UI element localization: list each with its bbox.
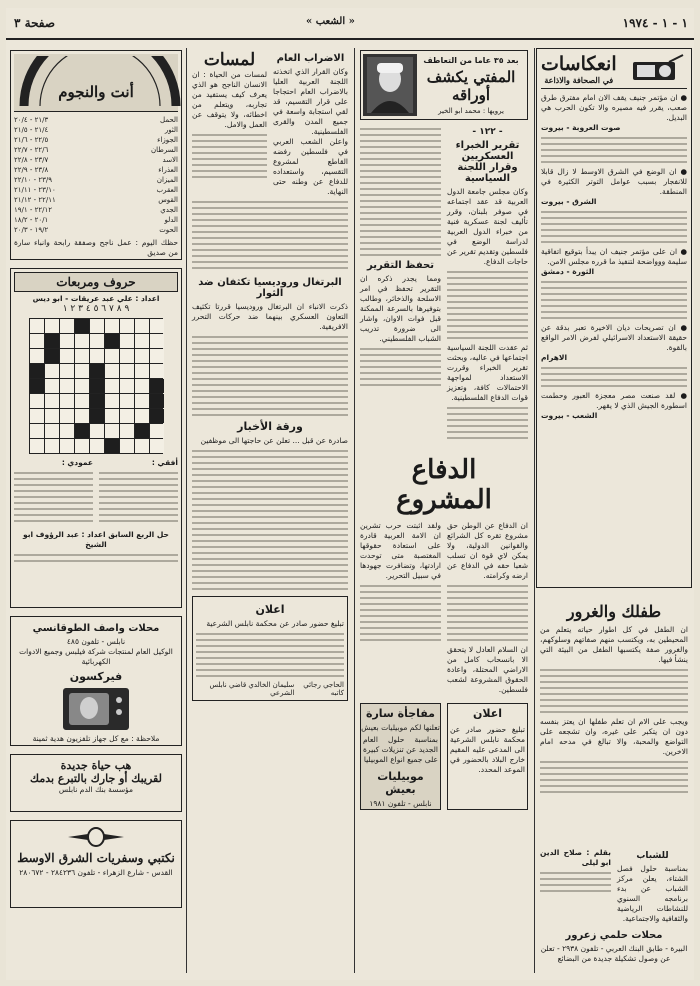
blood-bank-ad bbox=[10, 754, 182, 812]
crossword-cell[interactable] bbox=[150, 334, 164, 348]
crossword-cell[interactable] bbox=[60, 349, 74, 363]
zodiac-sign: الثور bbox=[164, 126, 178, 134]
surprise-title: مفاجأة سارة bbox=[365, 707, 435, 720]
page-number: صفحة ٣ bbox=[14, 16, 56, 30]
horoscope-row bbox=[14, 225, 178, 235]
childhood-paragraph: ويجب على الام ان تعلم طفلها ان يعتز بنفسه دون ان يتكبر على غيره، وان تشجعه على التواضع والمحبة، والا تبالغ في مدحه امام الاخرين. bbox=[540, 717, 688, 756]
crossword-cell bbox=[90, 394, 104, 408]
strike-paragraph: وكان القرار الذي اتخذته اللجنة العربية العليا بالاضراب العام احتجاجا على قرار التقسيم، قد لقي استجابة واسعة في جميع المدن والقرى الفلسطينية. bbox=[273, 67, 348, 136]
crossword-cell bbox=[90, 409, 104, 423]
surprise-text: تعلنها لكم موبيليات بعيش bbox=[361, 723, 440, 732]
defense-paragraph: ان الدفاع عن الوطن حق مشروع تقره كل الشرائع والقوانين الدولية، ولا يمكن لاي قوة ان تسلب شعبا حقه في الدفاع عن ارضه وكرامته. bbox=[447, 521, 528, 580]
crossword-cell bbox=[30, 379, 44, 393]
childhood-paragraph: ان الطفل في كل اطوار حياته يتعلم من المحيطين به، ويكتسب منهم صفاتهم وسلوكهم، والغرور صفة يكتسبها الطفل من البيئة التي ينشأ فيها. bbox=[540, 625, 688, 664]
travel-address: القدس - شارع الزهراء - تلفون ٢٨٤٢٣٦ - ٢٨٠٦٧٢ bbox=[19, 868, 173, 877]
horoscope-row bbox=[14, 115, 178, 125]
portugal-paragraph: ذكرت الانباء ان البرتغال وروديسيا قررتا تكثيف التعاون العسكري بينهما ضد حركات التحرر الافريقية. bbox=[192, 302, 348, 331]
crossword-cell[interactable] bbox=[75, 394, 89, 408]
newspaper-page bbox=[6, 8, 694, 980]
horoscope-table bbox=[14, 115, 178, 235]
crossword-cell[interactable] bbox=[45, 379, 59, 393]
tuqan-title: محلات واصف الطوقانسي bbox=[32, 623, 160, 634]
reflections-item: ● ان مؤتمر جنيف يقف الان امام مفترق طرق صعب، يقرر فيه مصيره والا تكون الحرب هي البديل. bbox=[541, 93, 687, 122]
travel-ad bbox=[10, 820, 182, 908]
zodiac-dates: ٢٣/١٠ - ٢١/١١ bbox=[14, 186, 56, 194]
zarour-title: محلات حلمي زعرور bbox=[565, 930, 663, 941]
crossword-cell[interactable] bbox=[75, 364, 89, 378]
crossword-cell bbox=[75, 424, 89, 438]
crossword-cell[interactable] bbox=[105, 319, 119, 333]
reflections-item: ● ان على مؤتمر جنيف ان يبدأ بتوقيع اتفاقية سليمة ووواضحة لتنفيذ ما قرره مجلس الامن. bbox=[541, 247, 687, 266]
horoscope-row bbox=[14, 175, 178, 185]
notice2-text: تبليغ حضور صادر عن محكمة نابلس الشرعية bbox=[206, 619, 344, 628]
reflections-section bbox=[536, 48, 692, 588]
surprise-text: بمناسبة حلول العام الجديد عن تنزيلات كبيرة على جميع انواع الموبيليا bbox=[363, 735, 438, 764]
column-divider bbox=[534, 48, 535, 973]
crossword-cell bbox=[45, 349, 59, 363]
crossword-cell[interactable] bbox=[60, 334, 74, 348]
zodiac-dates: ١٩/٢ - ٢٠/٣ bbox=[14, 226, 49, 234]
crossword-cell[interactable] bbox=[105, 409, 119, 423]
blood-subtitle: لقريبك أو جارك بالتبرع بدمك bbox=[30, 772, 162, 785]
crossword-cell[interactable] bbox=[135, 349, 149, 363]
crossword-cell[interactable] bbox=[120, 394, 134, 408]
mufti-part-number: - ١٢٢ - bbox=[472, 127, 503, 137]
zodiac-dates: ٢٢/١١ - ٢١/١٢ bbox=[14, 196, 56, 204]
zodiac-dates: ٢٠/١ - ١٨/٢ bbox=[14, 216, 49, 224]
horoscope-row bbox=[14, 195, 178, 205]
horoscope-row bbox=[14, 135, 178, 145]
reflections-source: الاهرام bbox=[541, 353, 568, 362]
down-label: عمودي : bbox=[61, 458, 93, 467]
tuqan-brand: فيركسون bbox=[69, 670, 123, 683]
reflections-item: ● لقد صنعت مصر معجزة العبور وحطمت اسطورة الجيش الذي لا يقهر. bbox=[541, 391, 687, 410]
crossword-cell bbox=[90, 364, 104, 378]
crossword-cell[interactable] bbox=[105, 424, 119, 438]
news-sheet-heading: ورقة الأخبار bbox=[237, 420, 303, 433]
mufti-portrait bbox=[363, 54, 417, 116]
column-divider bbox=[354, 48, 355, 973]
news-sheet-text: صادرة عن قبل ... تعلن عن حاجتها الى موظفين bbox=[200, 436, 348, 445]
mufti-paragraph: ثم عقدت اللجنة السياسية اجتماعها في عاليه، وبحثت تقرير الخبراء وقررت الاستعداد لمواجهة الاحتمالات كافة، وتعزيز قوات الدفاع الفلسطينية. bbox=[447, 343, 528, 402]
zodiac-dates: ٢٢/١٢ - ١٩/١ bbox=[14, 206, 53, 214]
blood-org: مؤسسة بنك الدم نابلس bbox=[58, 785, 134, 794]
crossword-answers-label: حل الربع السابق اعداد : عبد الرؤوف ابو الشيخ bbox=[23, 530, 169, 549]
reflections-item: ● ان تصريحات ديان الاخيرة تعبر بدقة عن حقيقة الاستعداد الاسرائيلي لفرض الامر الواقع بالقوة. bbox=[541, 323, 687, 352]
zodiac-sign: القوس bbox=[158, 196, 178, 204]
mufti-title: المفتي يكشف أوراقه bbox=[426, 67, 516, 104]
zodiac-sign: الجوزاء bbox=[157, 136, 178, 144]
radio-icon bbox=[629, 54, 687, 84]
crossword-cell[interactable] bbox=[75, 439, 89, 453]
crossword-cell bbox=[90, 379, 104, 393]
crossword-cell bbox=[75, 319, 89, 333]
crossword-cell[interactable] bbox=[120, 424, 134, 438]
crossword-cell[interactable] bbox=[75, 349, 89, 363]
crossword-cell[interactable] bbox=[90, 439, 104, 453]
notice2-title: اعلان bbox=[255, 603, 285, 616]
horoscope-advice: حظك اليوم : عمل ناجح وصفقة رابحة وانباء سارة من صديق bbox=[14, 238, 178, 257]
childhood-title: طفلك والغرور bbox=[566, 602, 662, 621]
strike-title: الاضراب العام bbox=[276, 53, 345, 64]
crossword-cell[interactable] bbox=[105, 379, 119, 393]
signature: الحاجي رجائي كاتبه bbox=[303, 681, 344, 697]
crossword-cell[interactable] bbox=[75, 409, 89, 423]
crossword-cell[interactable] bbox=[60, 424, 74, 438]
notice-title: اعلان bbox=[472, 707, 503, 720]
mufti-byline: يرويها : محمد ابو الخير bbox=[438, 106, 504, 115]
crossword-cell[interactable] bbox=[105, 349, 119, 363]
zodiac-sign: الجدي bbox=[160, 206, 178, 214]
crossword-cell bbox=[105, 439, 119, 453]
zodiac-sign: الدلو bbox=[164, 216, 178, 224]
page-header bbox=[6, 8, 694, 40]
crossword-cell[interactable] bbox=[45, 439, 59, 453]
crossword-cell[interactable] bbox=[135, 379, 149, 393]
tuqan-phone: نابلس - تلفون ٤٨٥ bbox=[66, 637, 126, 646]
mufti-heading: تقرير الخبراء العسكريين وقرار اللجنة السياسية bbox=[455, 140, 520, 184]
mufti-subheading: تحفظ التقرير bbox=[366, 260, 434, 271]
crossword-cell[interactable] bbox=[135, 439, 149, 453]
zodiac-dates: ٢٢/٥ - ٢١/٦ bbox=[14, 136, 49, 144]
crossword-cell[interactable] bbox=[150, 424, 164, 438]
crossword-cell[interactable] bbox=[105, 394, 119, 408]
portugal-heading: البرتغال وروديسيا تكثفان ضد الثوار bbox=[198, 277, 342, 299]
crossword-cell[interactable] bbox=[120, 439, 134, 453]
reflections-subtitle: في الصحافة والاذاعة bbox=[544, 75, 614, 85]
crossword-cell[interactable] bbox=[45, 424, 59, 438]
defense-paragraph: ان السلام العادل لا يتحقق الا بانسحاب كامل من الاراضي المحتلة، واعادة الحقوق المشروعة لشعب فلسطين. bbox=[447, 645, 528, 694]
crossword-cell bbox=[105, 334, 119, 348]
crossword-cell[interactable] bbox=[30, 409, 44, 423]
crossword-cell[interactable] bbox=[30, 439, 44, 453]
horoscope-row bbox=[14, 215, 178, 225]
tuqan-ad bbox=[10, 616, 182, 746]
crossword-cell[interactable] bbox=[30, 349, 44, 363]
crossword-cell[interactable] bbox=[105, 364, 119, 378]
crossword-cell bbox=[135, 424, 149, 438]
notice-text: تبليغ حضور صادر عن محكمة نابلس الشرعية الى المدعى عليه المقيم خارج البلاد بالحضور في الموعد المحدد. bbox=[450, 725, 525, 774]
zodiac-sign: السرطان bbox=[150, 146, 178, 154]
zodiac-dates: ٢٣/٩ - ٢٢/١٠ bbox=[14, 176, 53, 184]
zodiac-sign: العذراء bbox=[158, 166, 178, 174]
reflections-source: الثورة - دمشق bbox=[541, 267, 595, 276]
crossword-title: حروف ومربعات bbox=[14, 272, 178, 292]
crossword-cell[interactable] bbox=[45, 394, 59, 408]
horoscope-row bbox=[14, 155, 178, 165]
crossword-cell[interactable] bbox=[120, 319, 134, 333]
crossword-grid[interactable] bbox=[29, 318, 163, 454]
touches-title: لمسات bbox=[203, 50, 256, 70]
horoscope-row bbox=[14, 185, 178, 195]
zarour-text: البيرة - طابق البنك العربي - تلفون ٢٩٣٨ - تعلن عن وصول تشكيلة جديدة من البضائع bbox=[540, 944, 688, 963]
crossword-cell[interactable] bbox=[150, 364, 164, 378]
crossword-cell[interactable] bbox=[120, 349, 134, 363]
crossword-cell[interactable] bbox=[120, 409, 134, 423]
youth-text: بمناسبة حلول فصل الشتاء، يعلن مركز الشباب عن بدء برنامجه السنوي للنشاطات الرياضية والثقافية والاجتماعية. bbox=[617, 864, 688, 923]
zodiac-sign: العقرب bbox=[156, 186, 178, 194]
across-label: أفقي : bbox=[151, 458, 178, 467]
crossword-cell[interactable] bbox=[150, 319, 164, 333]
reflections-title: انعكاسات bbox=[541, 53, 617, 75]
crossword-cell[interactable] bbox=[30, 334, 44, 348]
crossword-cell[interactable] bbox=[135, 319, 149, 333]
crossword-cell bbox=[150, 394, 164, 408]
crossword-cell[interactable] bbox=[30, 319, 44, 333]
crossword-cell bbox=[45, 334, 59, 348]
surprise-brand: موبيليات بعيش bbox=[377, 770, 424, 796]
zodiac-sign: الاسد bbox=[162, 156, 178, 164]
crossword-cell[interactable] bbox=[60, 409, 74, 423]
crossword-cell[interactable] bbox=[75, 379, 89, 393]
paper-name: « الشعب » bbox=[306, 16, 355, 27]
signature: سليمان الخالدي قاضي نابلس الشرعي bbox=[209, 681, 295, 697]
crossword-author: اعداد : علي عبد عريقات - ابو ديس bbox=[32, 294, 160, 303]
defense-paragraph: ولقد اثبتت حرب تشرين ان الامة العربية قادرة على استعادة حقوقها المغتصبة متى توحدت ارادتها، وتضافرت جهودها في سبيل التحرير. bbox=[360, 521, 441, 580]
crossword-cell[interactable] bbox=[90, 334, 104, 348]
zodiac-dates: ٢١/٣ - ٢٠/٤ bbox=[14, 116, 49, 124]
crossword-cell[interactable] bbox=[45, 319, 59, 333]
mufti-paragraph: وكان مجلس جامعة الدول العربية قد عقد اجتماعه في صوفر بلبنان، وقرر تأليف لجنة عسكرية فنية من خبراء الدول العربية لدراسة الوضع في فلسطين وتقديم تقرير عن حاجات الدفاع. bbox=[447, 187, 528, 266]
blood-title: هب حياة جديدة bbox=[60, 759, 132, 772]
crossword-cell[interactable] bbox=[150, 439, 164, 453]
crossword-cell bbox=[150, 379, 164, 393]
mufti-article bbox=[356, 48, 532, 973]
defense-title: الدفاع المشروع bbox=[396, 455, 492, 515]
touches-paragraph: لمسات من الحياة : ان الانسان الناجح هو الذي يعرف كيف يستفيد من تجاربه، ويتعلم من اخطائه، ولا يتوقف عن العمل والامل. bbox=[192, 70, 267, 129]
horoscope-row bbox=[14, 125, 178, 135]
crossword-cell[interactable] bbox=[150, 349, 164, 363]
issue-date: ١ - ١ - ١٩٧٤ bbox=[622, 16, 688, 30]
airline-logo-icon bbox=[66, 825, 126, 849]
reflections-item: ● ان الوضع في الشرق الاوسط لا زال قابلا للانفجار بسبب عوامل التوتر الكثيرة في المنطقة. bbox=[541, 167, 687, 196]
crossword-cell[interactable] bbox=[135, 364, 149, 378]
reflections-source: الشعب - بيروت bbox=[541, 411, 598, 420]
middle-left-column bbox=[188, 48, 352, 973]
horoscope-title: أنت والنجوم bbox=[58, 82, 134, 101]
surprise-address: نابلس - تلفون ١٩٨١ bbox=[369, 799, 432, 808]
crossword-cell[interactable] bbox=[75, 334, 89, 348]
mufti-banner: بعد ٣٥ عاما من التعاطف bbox=[423, 55, 519, 65]
crossword-cell[interactable] bbox=[120, 379, 134, 393]
crossword-cell[interactable] bbox=[60, 394, 74, 408]
childhood-article bbox=[536, 598, 692, 838]
right-bottom-ads bbox=[536, 846, 692, 974]
mufti-paragraph: ومما يجدر ذكره ان التقرير تحفظ في امر الاسلحة والذخائر، وطالب بتوفيرها بالسرعة الممكنة قبل فوات الاوان، واشار الى ضرورة تدريب الشباب الفلسطيني. bbox=[360, 274, 441, 343]
crossword-cell[interactable] bbox=[60, 439, 74, 453]
crossword-cell[interactable] bbox=[120, 364, 134, 378]
zodiac-sign: الميزان bbox=[156, 176, 178, 184]
youth-author: بقلم : صلاح الدين ابو ليلى bbox=[540, 848, 611, 867]
crossword-cell[interactable] bbox=[135, 409, 149, 423]
television-icon bbox=[61, 686, 131, 732]
crossword-cell[interactable] bbox=[135, 394, 149, 408]
zodiac-sign: الحمل bbox=[160, 116, 178, 124]
zodiac-dates: ٢٣/٨ - ٢٢/٩ bbox=[14, 166, 49, 174]
crossword-cell[interactable] bbox=[90, 349, 104, 363]
column-divider bbox=[186, 48, 187, 973]
tuqan-text: الوكيل العام لمنتجات شركة فيلبس وجميع الادوات الكهربائية bbox=[19, 647, 173, 666]
reflections-source: صوت العروبة - بيروت bbox=[541, 123, 621, 132]
zodiac-dates: ٢٣/٧ - ٢٢/٨ bbox=[14, 156, 49, 164]
strike-paragraph: واعلن الشعب العربي في فلسطين رفضه القاطع لمشروع التقسيم، واستعداده للدفاع عن وطنه حتى النهاية. bbox=[273, 137, 348, 196]
crossword-cell[interactable] bbox=[135, 334, 149, 348]
crossword-cell[interactable] bbox=[90, 424, 104, 438]
crossword-cell[interactable] bbox=[90, 319, 104, 333]
horoscope-section bbox=[10, 50, 182, 260]
zodiac-dates: ٢٢/٦ - ٢٢/٧ bbox=[14, 146, 49, 154]
zodiac-dates: ٢١/٤ - ٢١/٥ bbox=[14, 126, 49, 134]
travel-title: نكتبي وسفريات الشرق الاوسط bbox=[17, 851, 175, 865]
crossword-section bbox=[10, 268, 182, 608]
crossword-cell[interactable] bbox=[60, 319, 74, 333]
crossword-cell[interactable] bbox=[60, 364, 74, 378]
horoscope-row bbox=[14, 165, 178, 175]
zodiac-sign: الحوت bbox=[159, 226, 178, 234]
crossword-cell[interactable] bbox=[45, 364, 59, 378]
crossword-cell[interactable] bbox=[30, 424, 44, 438]
crossword-cell[interactable] bbox=[30, 394, 44, 408]
crossword-cell bbox=[30, 364, 44, 378]
crossword-cell bbox=[150, 409, 164, 423]
crossword-cell[interactable] bbox=[60, 379, 74, 393]
left-column bbox=[8, 48, 184, 973]
crossword-numbers: ٩ ٨ ٧ ٦ ٥ ٤ ٣ ٢ ١ bbox=[62, 304, 130, 314]
tuqan-note: ملاحظة : مع كل جهاز تلفزيون هدية ثمينة bbox=[32, 734, 160, 743]
crossword-cell[interactable] bbox=[45, 409, 59, 423]
horoscope-row bbox=[14, 205, 178, 215]
crossword-cell[interactable] bbox=[120, 334, 134, 348]
horoscope-row bbox=[14, 145, 178, 155]
reflections-source: الشرق - بيروت bbox=[541, 197, 597, 206]
youth-title: للشباب bbox=[636, 851, 669, 861]
